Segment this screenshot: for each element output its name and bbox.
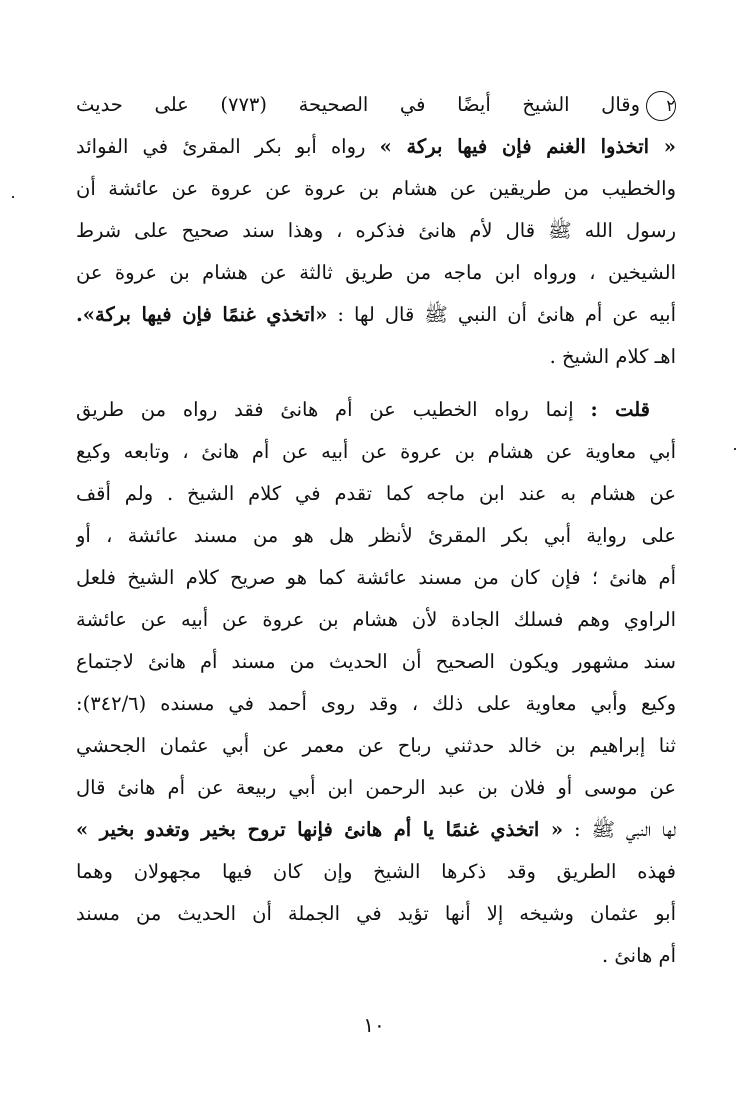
text-line: ثنا إبراهيم بن خالد حدثني رباح عن معمر عن أبي عثمان الجحشي xyxy=(76,734,676,757)
page-number: ١٠ xyxy=(363,1013,385,1037)
text-line: والخطيب من طريقين عن هشام بن عروة عن عروة عن عائشة أن xyxy=(76,177,676,200)
text-line: اهـ كلام الشيخ . xyxy=(549,345,676,368)
text-line: سند مشهور ويكون الصحيح أن الحديث من مسند أم هانئ لاجتماع xyxy=(76,650,676,673)
text-segment: أبيه عن أم هانئ أن النبي ﷺ قال لها : xyxy=(327,303,676,326)
text-segment: رواه أبو بكر المقرئ في الفوائد xyxy=(76,135,380,158)
text-line: رسول الله ﷺ قال لأم هانئ فذكره ، وهذا سند صحيح على شرط xyxy=(76,219,676,242)
hadith-quote: « اتخذوا الغنم فإن فيها بركة » xyxy=(379,135,676,158)
text-line xyxy=(76,389,676,431)
scan-speck xyxy=(12,196,14,198)
note-number-badge: ٢ xyxy=(646,91,676,121)
text-line: أبي معاوية عن هشام بن عروة عن أبيه عن أم هانئ ، وتابعه وكيع xyxy=(76,440,676,463)
text-line: عن موسى أو فلان بن عبد الرحمن ابن أبي ربيعة عن أم هانئ قال xyxy=(76,776,676,799)
text-line: الشيخين ، ورواه ابن ماجه من طريق ثالثة عن هشام بن عروة عن xyxy=(76,261,676,284)
text-line xyxy=(76,809,676,851)
text-line: وكيع وأبي معاوية على ذلك ، وقد روى أحمد في مسنده (٣٤٢/٦): xyxy=(76,692,676,715)
text-line: عن هشام به عند ابن ماجه كما تقدم في كلام الشيخ . ولم أقف xyxy=(76,482,676,505)
text-line: الراوي وهم فسلك الجادة لأن هشام بن عروة عن أبيه عن عائشة xyxy=(76,608,676,631)
text-line: فهذه الطريق وقد ذكرها الشيخ وإن كان فيها مجهولان وهما xyxy=(76,860,676,883)
text-segment: إنما رواه الخطيب عن أم هانئ فقد رواه من طريق xyxy=(76,398,591,421)
hadith-quote: « اتخذي غنمًا يا أم هانئ فإنها تروح بخير وتغدو بخير » xyxy=(76,818,564,841)
text-line xyxy=(76,294,676,336)
text-line xyxy=(76,126,676,168)
paragraph-qultu xyxy=(76,389,676,977)
qultu-label: قلت : xyxy=(590,398,650,421)
text-line: أم هانئ ؛ فإن كان من مسند عائشة كما هو صريح كلام الشيخ فلعل xyxy=(76,566,676,589)
paragraph-note-2 xyxy=(76,84,676,378)
scan-speck xyxy=(734,448,736,450)
text-segment: وقال الشيخ أيضًا في الصحيحة (٧٧٣) على حديث xyxy=(76,93,640,116)
text-line: على رواية أبي بكر المقرئ لأنظر هل هو من مسند عائشة ، أو xyxy=(76,524,676,547)
hadith-quote: «اتخذي غنمًا فإن فيها بركة». xyxy=(76,303,328,326)
text-segment: لها النبي ﷺ : xyxy=(563,818,676,841)
text-line: أم هانئ . xyxy=(602,944,676,967)
text-line: أبو عثمان وشيخه إلا أنها تؤيد في الجملة أن الحديث من مسند xyxy=(76,902,676,925)
text-line xyxy=(76,84,676,126)
